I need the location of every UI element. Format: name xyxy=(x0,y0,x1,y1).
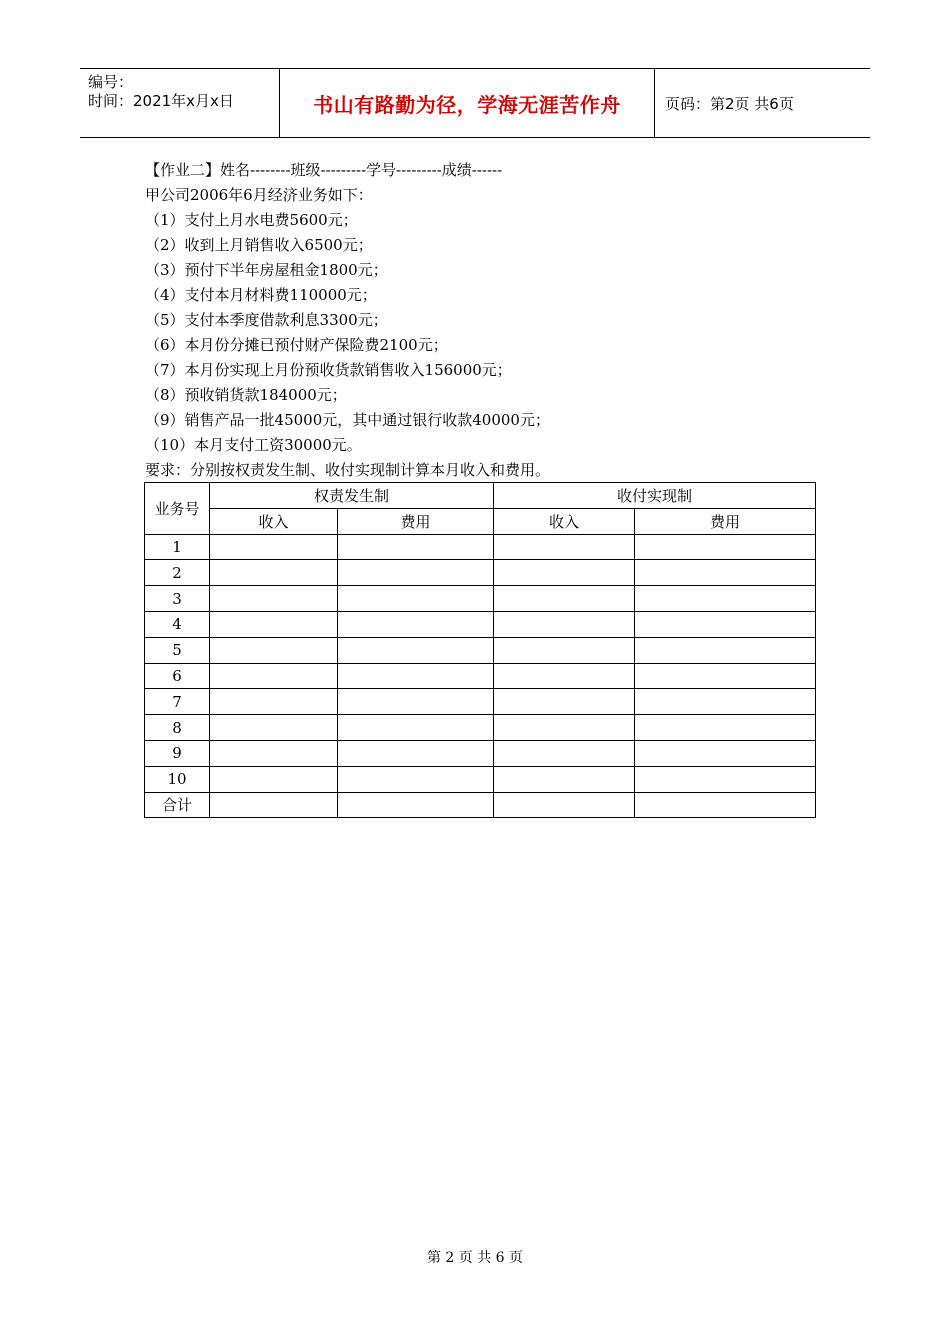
cash-expense-cell[interactable] xyxy=(635,792,816,818)
accrual-expense-cell[interactable] xyxy=(338,663,494,689)
accrual-expense-header: 费用 xyxy=(338,508,494,534)
business-item: （5）支付本季度借款利息3300元； xyxy=(145,311,388,329)
cash-income-cell[interactable] xyxy=(494,766,635,792)
header-meta xyxy=(80,69,280,137)
business-no-header: 业务号 xyxy=(145,483,210,535)
business-item: （10）本月支付工资30000元。 xyxy=(145,436,362,454)
table-row xyxy=(145,715,816,741)
business-item: （2）收到上月销售收入6500元； xyxy=(145,236,373,254)
business-no-cell: 10 xyxy=(145,766,210,792)
accrual-income-cell[interactable] xyxy=(210,792,338,818)
cash-income-cell[interactable] xyxy=(494,560,635,586)
business-no-cell: 7 xyxy=(145,689,210,715)
accrual-income-cell[interactable] xyxy=(210,663,338,689)
table-row xyxy=(145,740,816,766)
business-item: （8）预收销货款184000元； xyxy=(145,386,347,404)
business-item: （3）预付下半年房屋租金1800元； xyxy=(145,261,388,279)
business-no-cell: 1 xyxy=(145,534,210,560)
cash-income-cell[interactable] xyxy=(494,637,635,663)
header-page-info: 页码：第2页 共6页 xyxy=(665,94,794,113)
cash-income-cell[interactable] xyxy=(494,792,635,818)
business-item: （7）本月份实现上月份预收货款销售收入156000元； xyxy=(145,361,512,379)
accrual-expense-cell[interactable] xyxy=(338,792,494,818)
business-no-cell: 2 xyxy=(145,560,210,586)
table-row xyxy=(145,586,816,612)
business-no-cell: 合计 xyxy=(145,792,210,818)
business-item: （4）支付本月材料费110000元； xyxy=(145,286,377,304)
accrual-income-cell[interactable] xyxy=(210,637,338,663)
cash-income-cell[interactable] xyxy=(494,611,635,637)
table-row xyxy=(145,689,816,715)
cash-income-cell[interactable] xyxy=(494,715,635,741)
accrual-expense-cell[interactable] xyxy=(338,534,494,560)
accrual-expense-cell[interactable] xyxy=(338,689,494,715)
business-no-cell: 9 xyxy=(145,740,210,766)
cash-expense-cell[interactable] xyxy=(635,689,816,715)
cash-income-cell[interactable] xyxy=(494,740,635,766)
assignment-requirement: 要求：分别按权责发生制、收付实现制计算本月收入和费用。 xyxy=(145,461,551,479)
cash-expense-cell[interactable] xyxy=(635,740,816,766)
cash-income-cell[interactable] xyxy=(494,663,635,689)
accrual-income-cell[interactable] xyxy=(210,560,338,586)
page-footer: 第 2 页 共 6 页 xyxy=(426,1250,524,1266)
business-item: （9）销售产品一批45000元，其中通过银行收款40000元； xyxy=(145,411,550,429)
accrual-expense-cell[interactable] xyxy=(338,560,494,586)
accrual-expense-cell[interactable] xyxy=(338,715,494,741)
table-subheader-row xyxy=(145,508,816,534)
accrual-income-cell[interactable] xyxy=(210,715,338,741)
accrual-income-cell[interactable] xyxy=(210,611,338,637)
table-row xyxy=(145,792,816,818)
cash-expense-cell[interactable] xyxy=(635,637,816,663)
cash-expense-cell[interactable] xyxy=(635,766,816,792)
cash-income-cell[interactable] xyxy=(494,586,635,612)
answer-table xyxy=(144,482,816,818)
table-row xyxy=(145,766,816,792)
accrual-income-cell[interactable] xyxy=(210,586,338,612)
cash-basis-header: 收付实现制 xyxy=(494,483,816,509)
accrual-income-cell[interactable] xyxy=(210,534,338,560)
cash-expense-cell[interactable] xyxy=(635,611,816,637)
page-header xyxy=(80,68,870,138)
table-row xyxy=(145,637,816,663)
cash-expense-cell[interactable] xyxy=(635,663,816,689)
business-no-cell: 4 xyxy=(145,611,210,637)
cash-income-cell[interactable] xyxy=(494,689,635,715)
accrual-expense-cell[interactable] xyxy=(338,586,494,612)
assignment-intro: 甲公司2006年6月经济业务如下： xyxy=(145,186,373,204)
accrual-expense-cell[interactable] xyxy=(338,637,494,663)
business-item: （1）支付上月水电费5600元； xyxy=(145,211,358,229)
header-motto: 书山有路勤为径，学海无涯苦作舟 xyxy=(280,69,655,137)
cash-expense-cell[interactable] xyxy=(635,560,816,586)
business-no-cell: 6 xyxy=(145,663,210,689)
cash-expense-cell[interactable] xyxy=(635,586,816,612)
accrual-income-header: 收入 xyxy=(210,508,338,534)
document-number-label: 编号： xyxy=(88,73,134,91)
cash-expense-header: 费用 xyxy=(635,508,816,534)
accrual-income-cell[interactable] xyxy=(210,689,338,715)
business-no-cell: 5 xyxy=(145,637,210,663)
accrual-expense-cell[interactable] xyxy=(338,740,494,766)
accrual-expense-cell[interactable] xyxy=(338,766,494,792)
business-no-cell: 8 xyxy=(145,715,210,741)
accrual-income-cell[interactable] xyxy=(210,766,338,792)
cash-income-cell[interactable] xyxy=(494,534,635,560)
business-item: （6）本月份分摊已预付财产保险费2100元； xyxy=(145,336,448,354)
table-header-row xyxy=(145,483,816,509)
table-row xyxy=(145,534,816,560)
accrual-expense-cell[interactable] xyxy=(338,611,494,637)
assignment-title: 【作业二】姓名--------班级---------学号---------成绩------ xyxy=(145,161,503,179)
cash-expense-cell[interactable] xyxy=(635,715,816,741)
document-time: 时间：2021年x月x日 xyxy=(88,92,234,110)
cash-expense-cell[interactable] xyxy=(635,534,816,560)
accrual-basis-header: 权责发生制 xyxy=(210,483,494,509)
table-row xyxy=(145,663,816,689)
accrual-income-cell[interactable] xyxy=(210,740,338,766)
business-no-cell: 3 xyxy=(145,586,210,612)
table-body xyxy=(145,534,816,818)
cash-income-header: 收入 xyxy=(494,508,635,534)
table-row xyxy=(145,560,816,586)
table-row xyxy=(145,611,816,637)
assignment-body xyxy=(145,158,825,483)
